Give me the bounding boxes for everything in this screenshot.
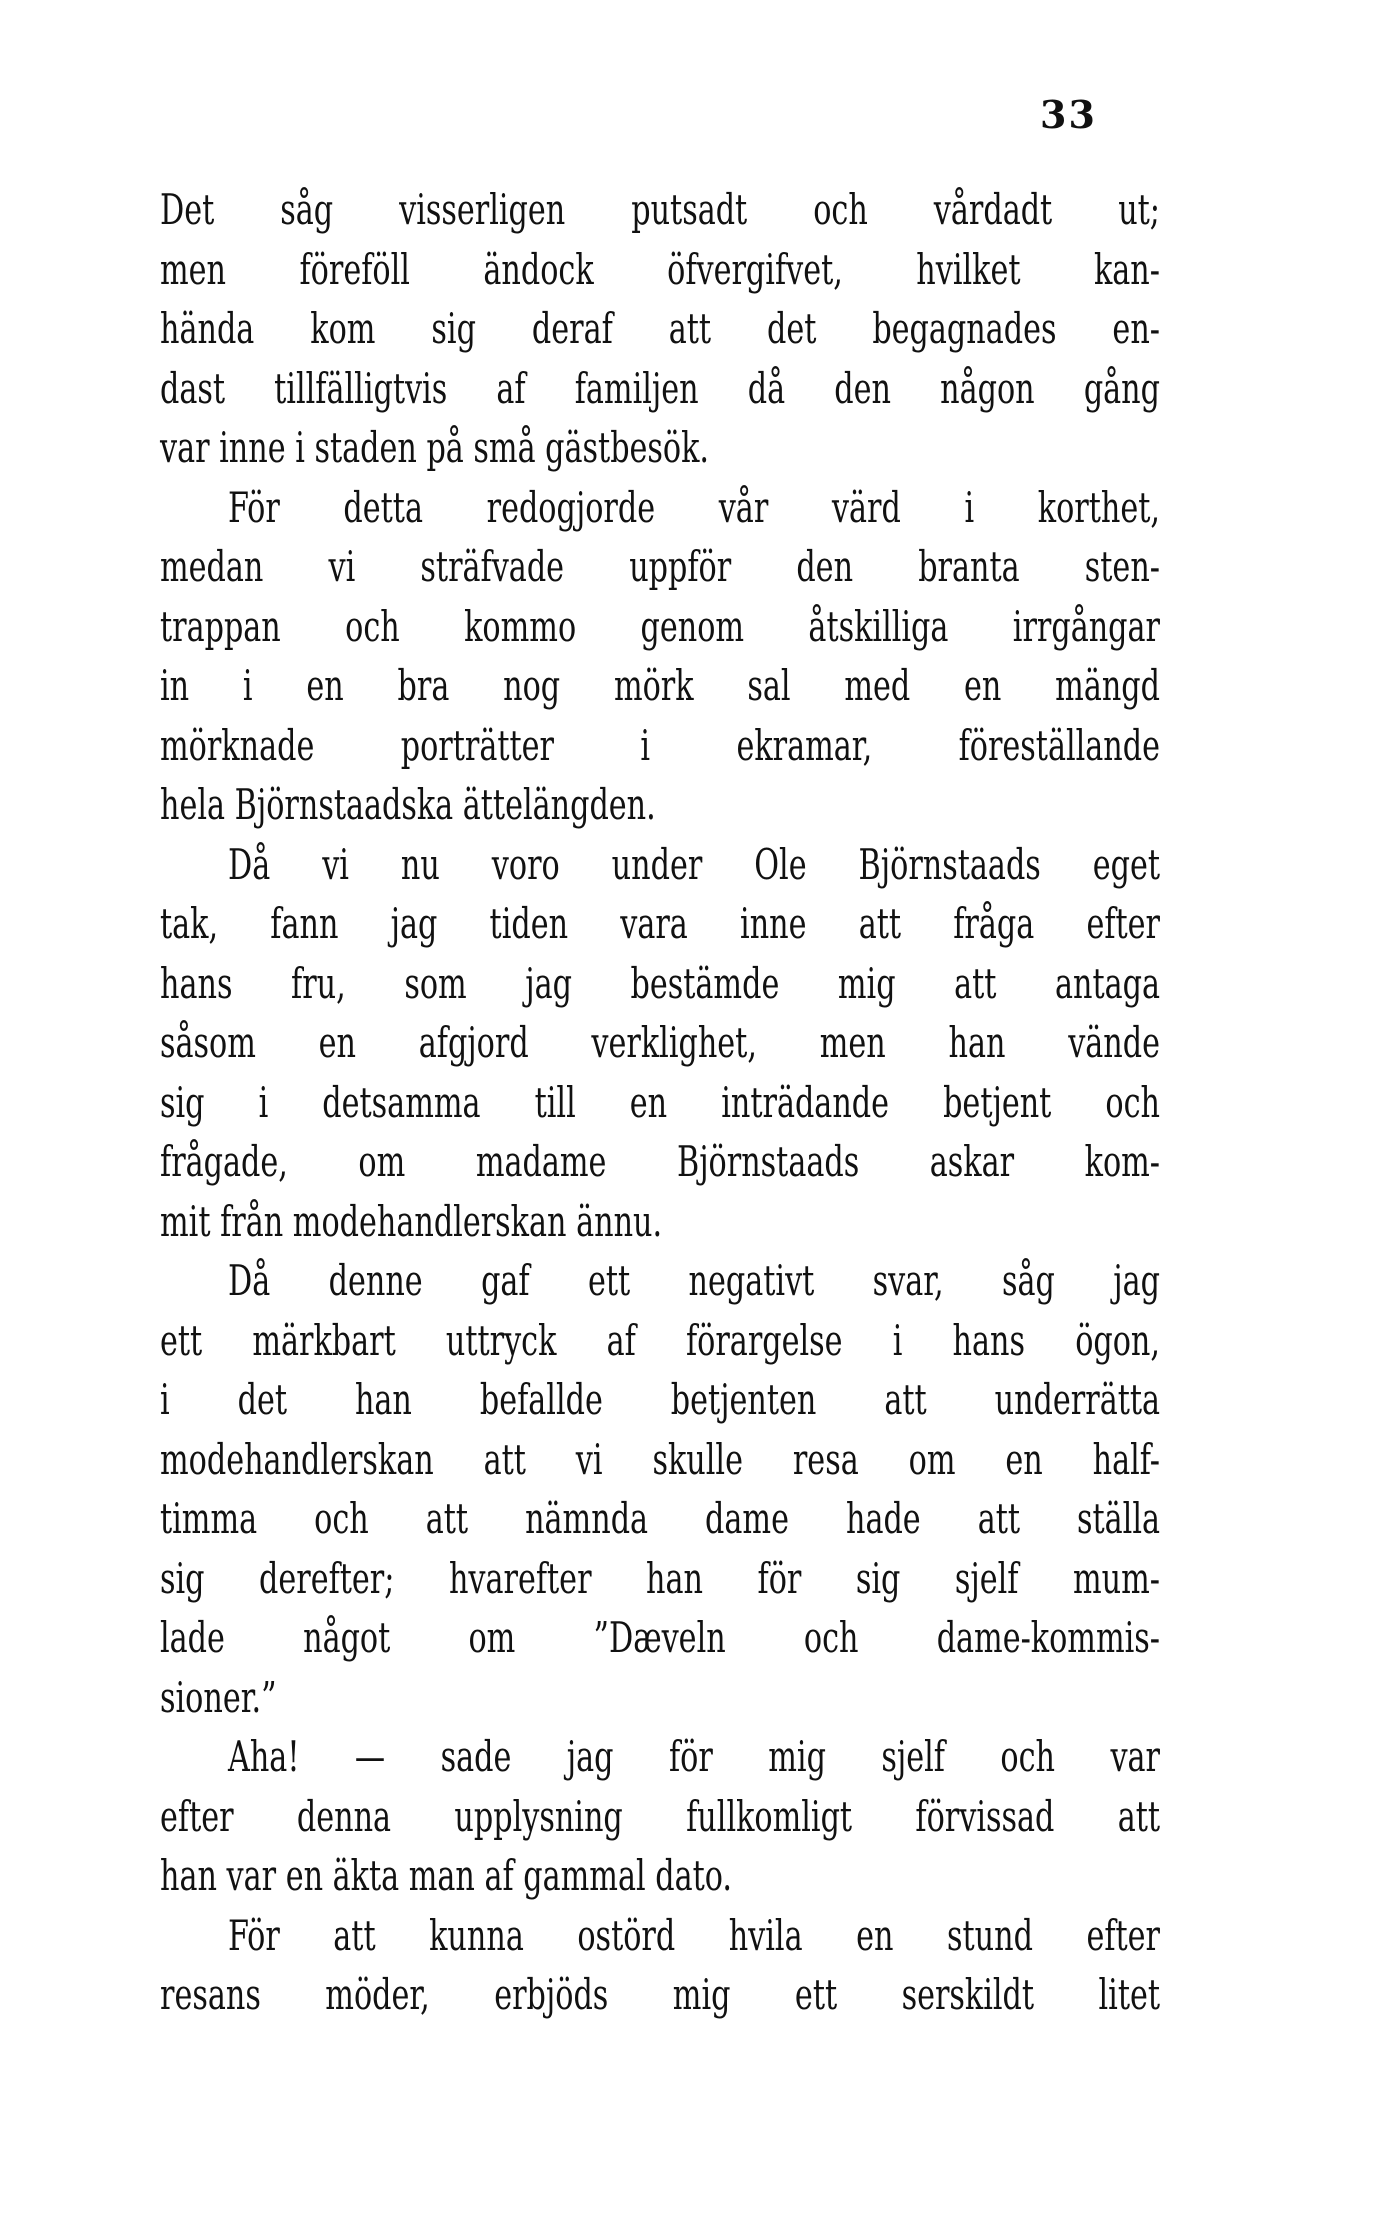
page-number: 33: [1040, 92, 1097, 137]
text-line: trappan och kommo genom åtskilliga irrgångar: [160, 601, 1160, 651]
text-line: i det han befallde betjenten att underrätta: [160, 1375, 1160, 1424]
text-line: hans fru, som jag bestämde mig att antaga: [160, 958, 1160, 1008]
text-line: modehandlerskan att vi skulle resa om en half-: [160, 1434, 1160, 1484]
text-line: medan vi sträfvade uppför den branta sten-: [160, 542, 1160, 591]
text-line: hända kom sig deraf att det begagnades en-: [160, 304, 1160, 353]
text-line: ett märkbart uttryck af förargelse i hans ögon,: [160, 1315, 1160, 1365]
text-line: tak, fann jag tiden vara inne att fråga efter: [160, 899, 1160, 948]
text-line: Då denne gaf ett negativt svar, såg jag: [228, 1256, 1160, 1305]
text-line: frågade, om madame Björnstaads askar kom-: [160, 1137, 1160, 1186]
text-line: dast tillfälligtvis af familjen då den någon gång: [160, 363, 1160, 413]
text-line: För att kunna ostörd hvila en stund efter: [228, 1910, 1160, 1960]
text-line: timma och att nämnda dame hade att ställa: [160, 1494, 1160, 1543]
text-line: Det såg visserligen putsadt och vårdadt ut;: [160, 185, 1160, 234]
text-line: såsom en afgjord verklighet, men han vände: [160, 1018, 1160, 1067]
text-line: efter denna upplysning fullkomligt förvissad att: [160, 1791, 1160, 1841]
body-text: [160, 180, 1160, 2025]
text-line: men föreföll ändock öfvergifvet, hvilket kan-: [160, 244, 1160, 294]
text-line: mörknade porträtter i ekramar, föreställande: [160, 720, 1160, 770]
text-line: sig i detsamma till en inträdande betjent och: [160, 1077, 1160, 1127]
text-line: hela Björnstaadska ättelängden.: [160, 780, 656, 829]
text-line: mit från modehandlerskan ännu.: [160, 1196, 663, 1246]
text-line: Aha! — sade jag för mig sjelf och var: [228, 1732, 1160, 1781]
text-line: han var en äkta man af gammal dato.: [160, 1851, 732, 1900]
text-line: resans möder, erbjöds mig ett serskildt litet: [160, 1970, 1160, 2019]
text-line: sig derefter; hvarefter han för sig sjelf mum-: [160, 1553, 1160, 1603]
text-line: För detta redogjorde vår värd i korthet,: [228, 482, 1160, 532]
text-line: Då vi nu voro under Ole Björnstaads eget: [228, 839, 1160, 889]
text-line: lade något om ”Dæveln och dame-kommis-: [160, 1613, 1160, 1662]
text-line: in i en bra nog mörk sal med en mängd: [160, 661, 1160, 710]
text-line: var inne i staden på små gästbesök.: [160, 423, 710, 472]
text-line: sioner.”: [160, 1672, 277, 1722]
